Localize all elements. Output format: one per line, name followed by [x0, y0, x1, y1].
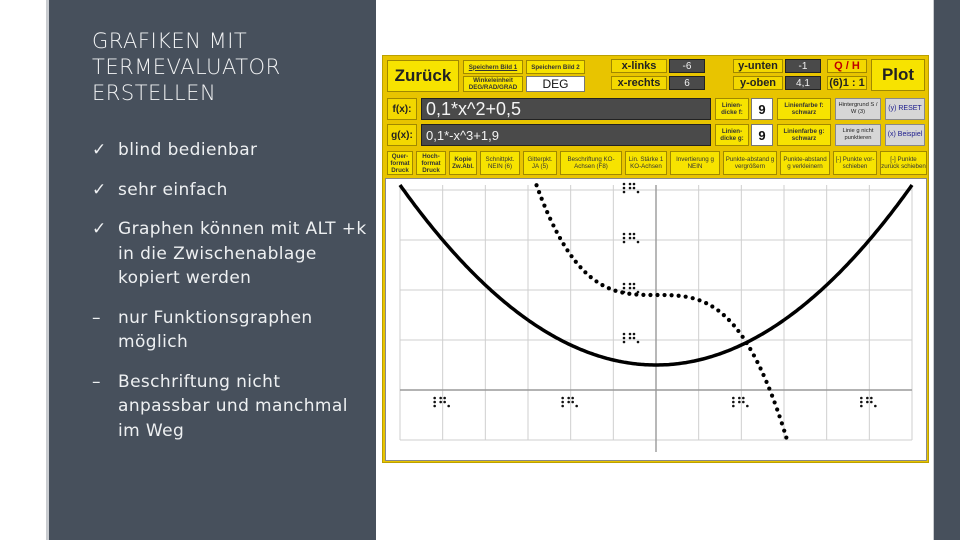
braille-dot [629, 187, 632, 190]
braille-dot [866, 401, 869, 404]
g-curve-dot [741, 335, 745, 339]
g-curve-dot [545, 210, 549, 214]
x-left-input[interactable]: -6 [669, 59, 705, 73]
bullet-list [92, 138, 367, 458]
bullet-text: blind bedienbar [118, 140, 258, 160]
g-curve-dot [540, 197, 544, 201]
braille-dot [623, 337, 626, 340]
g-curve-dot [782, 429, 786, 433]
braille-dot [561, 401, 564, 404]
braille-x-tick-label [732, 397, 749, 408]
divider-line-left [46, 0, 49, 540]
bullet-text: sehr einfach [118, 179, 228, 200]
g-curve-dot [548, 217, 552, 221]
braille-dot [623, 237, 626, 240]
braille-dot [633, 333, 636, 336]
g-curve-dot [767, 386, 771, 390]
g-curve-dot [777, 414, 781, 418]
braille-dot [571, 397, 574, 400]
g-curve-dot [677, 294, 681, 298]
angle-unit-field[interactable]: DEG [526, 76, 585, 92]
shift-dots-forward-button[interactable]: [-] Punkte vor-schieben [833, 151, 877, 175]
check-icon: ✓ [92, 140, 107, 160]
check-icon: ✓ [92, 179, 107, 200]
braille-dot [623, 187, 626, 190]
braille-dot [637, 191, 640, 194]
background-button[interactable]: Hintergrund S / W (3) [835, 98, 881, 120]
f-color-button[interactable]: Linienfarbe f: schwarz [777, 98, 831, 120]
g-curve-dot [574, 260, 578, 264]
braille-dot [633, 237, 636, 240]
braille-tick-labels [433, 183, 876, 408]
braille-dot [633, 287, 636, 290]
g-curve-dot [655, 293, 659, 297]
g-curve-dot [764, 380, 768, 384]
braille-dot [623, 233, 626, 236]
g-curve-dot [691, 296, 695, 300]
braille-dot [629, 287, 632, 290]
ratio-button[interactable]: (6)1 : 1 [827, 76, 867, 90]
g-curve-dot [755, 360, 759, 364]
g-thickness-input[interactable]: 9 [751, 124, 773, 146]
braille-dot [874, 405, 877, 408]
braille-dot [443, 397, 446, 400]
g-curve-dot [710, 304, 714, 308]
braille-dot [623, 283, 626, 286]
g-curve-dot [745, 341, 749, 345]
braille-dot [732, 405, 735, 408]
braille-dot [633, 283, 636, 286]
x-right-label: x-rechts [611, 76, 667, 90]
g-curve-dot [634, 292, 638, 296]
f-thickness-input[interactable]: 9 [751, 98, 773, 120]
g-curve-dot [551, 223, 555, 227]
braille-dot [575, 405, 578, 408]
portrait-print-button[interactable]: Hoch-format Druck [416, 151, 446, 175]
bullet-item [92, 138, 367, 163]
braille-dot [433, 405, 436, 408]
braille-dot [623, 341, 626, 344]
axis-line-width-button[interactable]: Lin. Stärke 1 KO-Achsen [625, 151, 667, 175]
braille-dot [742, 397, 745, 400]
braille-dot [567, 397, 570, 400]
copy-clipboard-button[interactable]: Kopie Zw.Abl. [449, 151, 477, 175]
g-label: g(x): [387, 124, 417, 146]
g-curve-dot [620, 290, 624, 294]
g-curve-dot [697, 298, 701, 302]
braille-dot [633, 183, 636, 186]
braille-dot [738, 397, 741, 400]
braille-y-tick-label [623, 283, 640, 294]
braille-dot [439, 397, 442, 400]
braille-dot [860, 397, 863, 400]
braille-y-tick-label [623, 183, 640, 194]
decrease-dot-spacing-button[interactable]: Punkte-abstand g verkleinern [780, 151, 830, 175]
g-curve-dot [722, 313, 726, 317]
g-color-button[interactable]: Linienfarbe g: schwarz [777, 124, 831, 146]
bullet-text: nur Funktionsgraphen möglich [118, 307, 313, 352]
axes [400, 185, 912, 452]
x-right-input[interactable]: 6 [669, 76, 705, 90]
bullet-item [92, 306, 367, 355]
bullet-item [92, 370, 367, 444]
g-curve-dot [748, 347, 752, 351]
g-curve-dot [594, 279, 598, 283]
braille-dot [746, 405, 749, 408]
slide-title: GRAFIKEN MIT TERMEVALUATOR ERSTELLEN [92, 29, 281, 105]
braille-dot [439, 401, 442, 404]
braille-dot [433, 401, 436, 404]
g-curve-dot [732, 323, 736, 327]
g-curve-dot [578, 265, 582, 269]
qh-button[interactable]: Q / H [827, 59, 867, 73]
g-curve-dot [613, 289, 617, 293]
increase-dot-spacing-button[interactable]: Punkte-abstand g vergrößern [723, 151, 777, 175]
g-curve-dot [554, 230, 558, 234]
slide-margin-right [934, 0, 960, 540]
plot-area [385, 178, 927, 461]
braille-dot [633, 187, 636, 190]
braille-dot [443, 401, 446, 404]
braille-dot [637, 241, 640, 244]
braille-dot [866, 397, 869, 400]
g-curve-dot [784, 435, 788, 439]
g-dotted-toggle[interactable]: Linie g nicht punktieren [835, 124, 881, 146]
grid-points-toggle[interactable]: Gitterpkt. JA (5) [523, 151, 557, 175]
save-image-1-button[interactable]: Speichern Bild 1 [463, 60, 523, 74]
termevaluator-window [382, 55, 929, 463]
intersection-toggle[interactable]: Schnittpkt. NEIN (6) [480, 151, 520, 175]
braille-dot [561, 397, 564, 400]
y-bottom-input[interactable]: -1 [785, 59, 821, 73]
bullet-item [92, 178, 367, 203]
g-curve-dot [669, 293, 673, 297]
braille-dot [623, 191, 626, 194]
braille-dot [738, 401, 741, 404]
g-curve-dot [648, 293, 652, 297]
g-curve-dot [662, 293, 666, 297]
g-curve-dot [607, 286, 611, 290]
g-curve-dot [736, 329, 740, 333]
braille-dot [633, 233, 636, 236]
y-top-label: y-oben [733, 76, 783, 90]
landscape-print-button[interactable]: Quer-format Druck [387, 151, 413, 175]
g-curve-dot [627, 292, 631, 296]
g-curve-dot [542, 203, 546, 207]
plot-button[interactable]: Plot [871, 59, 925, 91]
braille-y-tick-label [623, 333, 640, 344]
g-curve-dot [684, 295, 688, 299]
g-curve-dot [565, 248, 569, 252]
braille-dot [629, 337, 632, 340]
braille-dot [742, 401, 745, 404]
g-curve-dot [775, 407, 779, 411]
g-curve-dot [589, 275, 593, 279]
braille-dot [629, 237, 632, 240]
f-label: f(x): [387, 98, 417, 120]
braille-dot [870, 397, 873, 400]
g-curve-dot [537, 190, 541, 194]
braille-dot [629, 233, 632, 236]
dash-icon: – [92, 307, 101, 328]
slide-margin-left [0, 0, 48, 540]
y-bottom-label: y-unten [733, 59, 783, 73]
g-curve-dot [780, 421, 784, 425]
g-curve-dot [773, 400, 777, 404]
bullet-item [92, 217, 367, 291]
reset-button[interactable]: (y) RESET [885, 98, 925, 120]
g-curve-dot [569, 254, 573, 258]
invert-g-toggle[interactable]: Invertierung g NEIN [670, 151, 720, 175]
x-left-label: x-links [611, 59, 667, 73]
g-curve-dot [558, 236, 562, 240]
braille-dot [447, 405, 450, 408]
braille-dot [623, 183, 626, 186]
f-thickness-label: Linien-dicke f: [715, 98, 749, 120]
g-curve-dot [761, 373, 765, 377]
g-function-input[interactable]: 0,1*-x^3+1,9 [421, 124, 711, 146]
braille-dot [870, 401, 873, 404]
g-curve-dot [770, 394, 774, 398]
braille-x-tick-label [561, 397, 578, 408]
g-curve-dot [752, 353, 756, 357]
dash-icon: – [92, 371, 101, 392]
g-curve-dot [641, 293, 645, 297]
angle-unit-label: Winkeleinheit DEG/RAD/GRAD [463, 76, 523, 92]
g-curve-dot [727, 318, 731, 322]
y-top-input[interactable]: 4,1 [785, 76, 821, 90]
function-plot [386, 179, 926, 460]
g-curve-dot [716, 308, 720, 312]
shift-dots-back-button[interactable]: [-] Punkte zurück schieben [880, 151, 927, 175]
save-image-2-button[interactable]: Speichern Bild 2 [526, 60, 585, 74]
braille-dot [571, 401, 574, 404]
g-curve-dot [758, 366, 762, 370]
braille-dot [637, 341, 640, 344]
braille-x-tick-label [860, 397, 877, 408]
braille-dot [732, 397, 735, 400]
g-curve-dot [562, 242, 566, 246]
bullet-text: Beschriftung nicht anpassbar und manchmal im Weg [118, 371, 348, 441]
braille-dot [561, 405, 564, 408]
g-curve-dot [704, 301, 708, 305]
braille-dot [623, 333, 626, 336]
braille-dot [629, 283, 632, 286]
g-curve-dot [534, 183, 538, 187]
braille-dot [860, 405, 863, 408]
axis-labels-button[interactable]: Beschriftung KO-Achsen (F8) [560, 151, 622, 175]
braille-dot [732, 401, 735, 404]
braille-dot [860, 401, 863, 404]
braille-x-tick-label [433, 397, 450, 408]
braille-dot [433, 397, 436, 400]
braille-dot [629, 183, 632, 186]
g-thickness-label: Linien-dicke g: [715, 124, 749, 146]
braille-dot [567, 401, 570, 404]
g-curve-dot [600, 283, 604, 287]
braille-dot [623, 241, 626, 244]
bullet-text: Graphen können mit ALT +k in die Zwischenablage kopiert werden [118, 219, 367, 288]
braille-dot [623, 287, 626, 290]
braille-dot [629, 333, 632, 336]
braille-dot [633, 337, 636, 340]
g-curve-dot [583, 270, 587, 274]
f-function-input[interactable]: 0,1*x^2+0,5 [421, 98, 711, 120]
braille-y-tick-label [623, 233, 640, 244]
check-icon: ✓ [92, 219, 107, 239]
example-button[interactable]: (x) Beispiel [885, 124, 925, 146]
back-button[interactable]: Zurück [387, 60, 459, 92]
